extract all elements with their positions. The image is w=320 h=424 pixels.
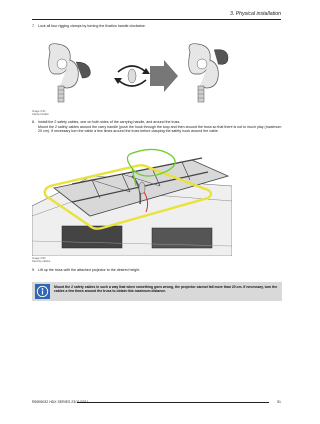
step-9	[32, 268, 282, 274]
step-detail: Mount the 2 safety cables around the carry handle (push the hook through the loop and then around the truss so that there is not to much play (maximum 20 cm). If necessary turn the cable a few times around the truss before clasping the safety hook around the cable.	[38, 124, 282, 133]
footer-document-id: R5905032 HDX SERIES 23/11/2011	[32, 400, 89, 404]
figure-title: Security cables	[32, 260, 51, 264]
clamp-left-illustration	[49, 44, 91, 102]
safety-note-box	[32, 282, 282, 301]
info-icon	[35, 284, 50, 299]
page-header-title: 3. Physical installation	[229, 11, 281, 17]
rotate-clockwise-icon	[114, 66, 150, 86]
step-7	[32, 24, 282, 30]
step-text: Lock all four rigging clamps by turning the fixation handle clockwise.	[38, 24, 146, 28]
step-text: Lift up the truss with the attached projector to the desired height.	[38, 268, 141, 272]
header-rule	[32, 19, 281, 20]
figure-caption	[32, 110, 49, 117]
step-text-block	[38, 120, 282, 134]
step-number: 7.	[32, 24, 35, 28]
step-number: 8.	[32, 120, 35, 124]
figure-title: Clamp fixation	[32, 113, 50, 117]
figure-number: Image 3-52	[32, 257, 46, 260]
transition-arrow	[150, 60, 178, 92]
footer-page-number: 51	[277, 400, 281, 404]
footer-rule	[77, 402, 269, 403]
figure-caption	[32, 257, 50, 264]
note-text: Mount the 2 safety cables in such a way that when something goes wrong, the projector cannot fall more than 20 cm. If necessary, turn the cables a few times around the truss to obtain this maximum distance.	[54, 284, 278, 293]
clamp-fixation-figure	[32, 42, 232, 112]
security-cables-figure	[32, 146, 232, 256]
step-number: 9.	[32, 268, 35, 272]
clamp-right-illustration	[189, 44, 228, 102]
figure-number: Image 3-51	[32, 110, 46, 113]
step-8	[32, 120, 282, 146]
step-text: Install the 2 safety cables, one on both sides of the carrying handle, and around the truss.	[38, 120, 181, 124]
